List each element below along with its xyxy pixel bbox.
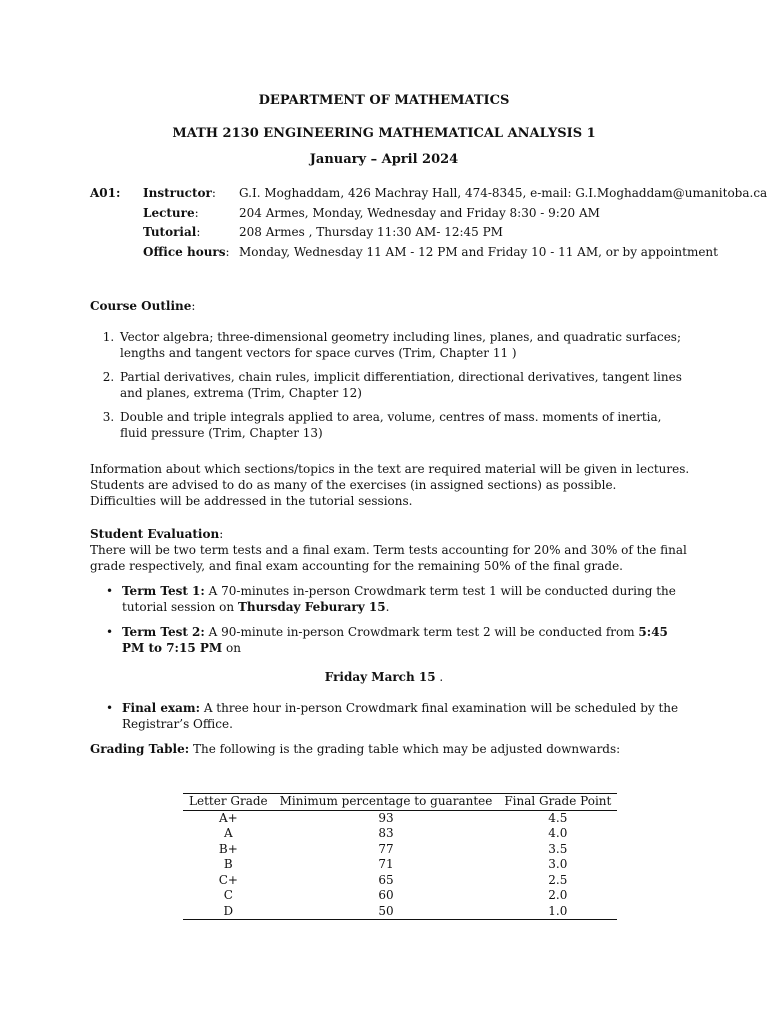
info-label: Office hours: [143, 245, 226, 259]
term-test-2-label: Term Test 2:: [122, 625, 205, 639]
table-row: B 71 3.0: [223, 857, 568, 871]
outline-item: 3. Double and triple integrals applied to area, volume, centres of mass. moments of inertia, fluid pressure (Trim, Chapter 13): [118, 409, 690, 441]
info-value: 208 Armes , Thursday 11:30 AM- 12:45 PM: [239, 225, 503, 239]
final-exam-text: A three hour in-person Crowdmark final examination will be scheduled by the Registrar’s Office.: [122, 701, 679, 731]
term-test-2-time: 5:45 PM to 7:15 PM: [122, 625, 668, 655]
term-test-2-item: • Term Test 2: A 90-minute in-person Crowdmark term test 2 will be conducted from 5:45 PM to 7:15 PM on: [106, 625, 668, 655]
outline-notes: [90, 461, 690, 509]
table-row: C+ 65 2.5: [218, 872, 568, 887]
table-row: A+ 93 4.5: [218, 810, 568, 825]
term-test-2-date: Friday March 15 .: [324, 670, 444, 684]
final-exam-label: Final exam:: [122, 701, 201, 715]
table-row: D 50 1.0: [183, 904, 617, 920]
column-header: Minimum percentage to guarantee: [274, 794, 499, 811]
info-colon: :: [211, 186, 216, 200]
info-row-office-hours: [143, 244, 718, 260]
section-code: A01:: [90, 186, 121, 200]
info-row-instructor: [143, 185, 767, 201]
department-title: DEPARTMENT OF MATHEMATICS: [258, 93, 510, 108]
info-value: Monday, Wednesday 11 AM - 12 PM and Friday 10 - 11 AM, or by appointment: [239, 245, 718, 259]
info-row-lecture: [143, 205, 600, 221]
term-test-1-label: Term Test 1:: [122, 584, 205, 598]
grading-table-heading: Grading Table:: [90, 742, 190, 756]
outline-item: 1. Vector algebra; three-dimensional geometry including lines, planes, and quadratic surfaces; lengths and tangent vectors for space curves (Trim, Chapter 11 ): [118, 329, 690, 361]
info-label: Lecture: [143, 206, 195, 220]
info-label: Instructor: [143, 186, 212, 200]
note-line: Information about which sections/topics in the text are required material will be given in lectures.: [90, 462, 690, 476]
table-row: B+ 77 3.5: [218, 841, 568, 856]
grading-table-intro: Grading Table: The following is the grading table which may be adjusted downwards:: [90, 742, 621, 756]
info-colon: :: [225, 245, 230, 259]
note-line: Difficulties will be addressed in the tutorial sessions.: [90, 494, 413, 508]
table-row: A 83 4.0: [223, 826, 568, 840]
evaluation-intro: There will be two term tests and a final exam. Term tests accounting for 20% and 30% of the final grade respectively, and final exam accounting for the remaining 50% of the final grade.: [90, 543, 687, 573]
column-header: Letter Grade: [183, 794, 274, 811]
bullet-icon: •: [106, 625, 114, 639]
final-exam-item: [106, 700, 686, 732]
info-colon: :: [196, 225, 201, 239]
course-outline-list: [90, 329, 690, 449]
term-test-1-date: Thursday Feburary 15: [237, 600, 386, 614]
column-header: Final Grade Point: [498, 794, 617, 811]
term-test-1-text: A 70-minutes in-person Crowdmark term test 1 will be conducted during the tutorial session on: [122, 584, 676, 614]
course-title: MATH 2130 ENGINEERING MATHEMATICAL ANALYSIS 1: [172, 126, 596, 141]
course-outline-heading: Course Outline:: [90, 299, 196, 313]
bullet-icon: •: [106, 584, 114, 598]
term-dates: January – April 2024: [309, 152, 459, 167]
info-value: G.I. Moghaddam, 426 Machray Hall, 474-8345, e-mail: G.I.Moghaddam@umanitoba.ca: [239, 186, 768, 200]
info-row-tutorial: [143, 224, 503, 240]
info-value: 204 Armes, Monday, Wednesday and Friday 8:30 - 9:20 AM: [239, 206, 600, 220]
outline-item: 2. Partial derivatives, chain rules, implicit differentiation, directional derivatives, tangent lines and planes, extrema (Trim, Chapter 12): [118, 369, 690, 401]
grading-table: [183, 793, 617, 920]
info-colon: :: [194, 206, 199, 220]
term-test-1-item: • Term Test 1: A 70-minutes in-person Crowdmark term test 1 will be conducted during the tutorial session on Thursday Feburary 15.: [106, 584, 676, 614]
table-row: C 60 2.0: [223, 888, 568, 902]
table-header-row: [183, 794, 617, 811]
term-test-2-text: A 90-minute in-person Crowdmark term test 2 will be conducted from: [204, 625, 639, 639]
note-line: Students are advised to do as many of the exercises (in assigned sections) as possible.: [90, 478, 617, 492]
bullet-icon: •: [106, 701, 114, 715]
info-label: Tutorial: [143, 225, 197, 239]
student-evaluation-heading: Student Evaluation:: [90, 527, 224, 541]
